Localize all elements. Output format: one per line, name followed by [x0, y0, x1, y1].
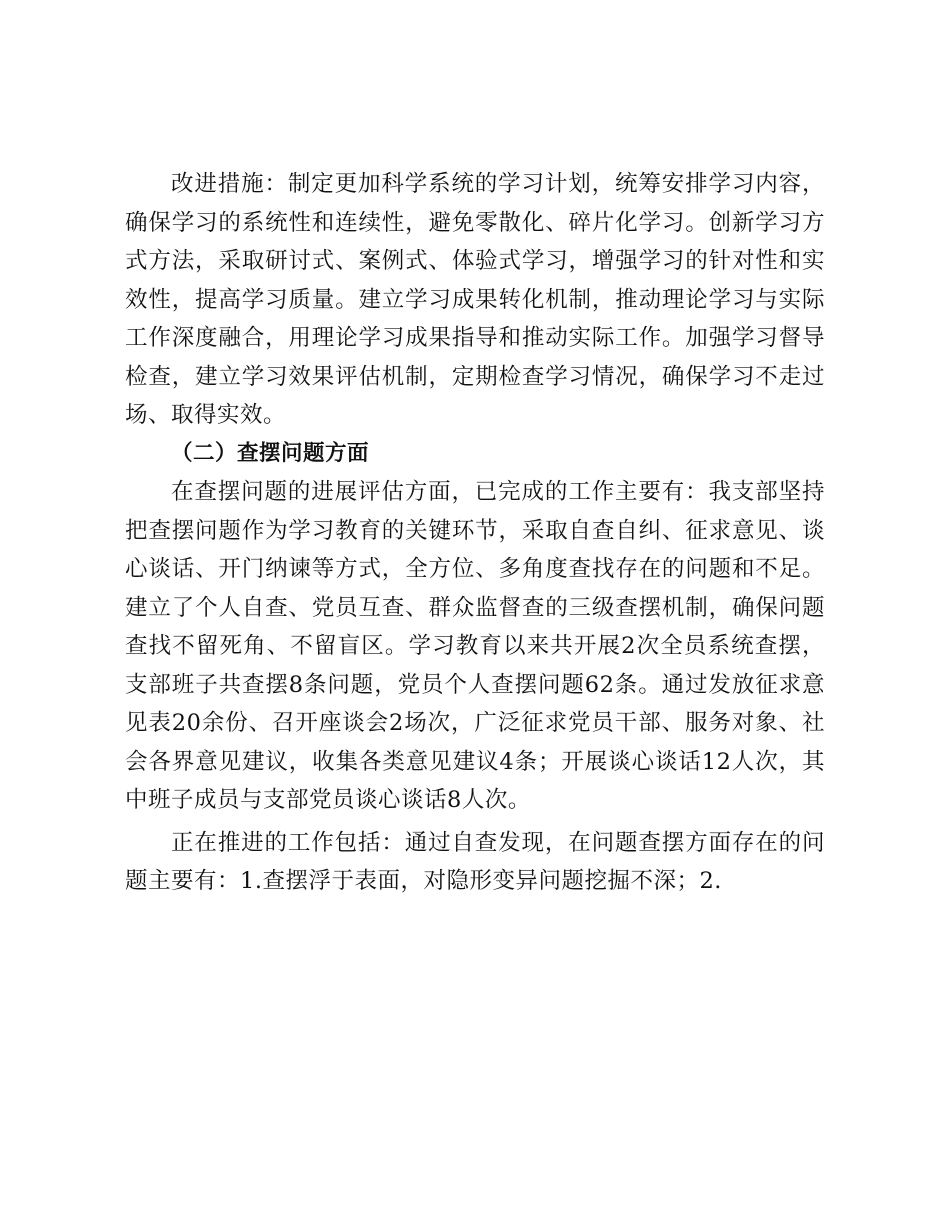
- paragraph-ongoing-work: 正在推进的工作包括：通过自查发现，在问题查摆方面存在的问题主要有：1.查摆浮于表面，对隐形变异问题挖掘不深；2.: [125, 829, 825, 894]
- paragraph-improvement-measures: 改进措施：制定更加科学系统的学习计划，统筹安排学习内容，确保学习的系统性和连续性，避免零散化、碎片化学习。创新学习方式方法，采取研讨式、案例式、体验式学习，增强学习的针对性和实效性，提高学习质量。建立学习成果转化机制，推动理论学习与实际工作深度融合，用理论学习成果指导和推动实际工作。加强学习督导检查，建立学习效果评估机制，定期检查学习情况，确保学习不走过场、取得实效。: [125, 171, 825, 428]
- section-heading-problem-review: （二）查摆问题方面: [171, 440, 370, 466]
- paragraph-problem-review-progress: 在查摆问题的进展评估方面，已完成的工作主要有：我支部坚持把查摆问题作为学习教育的关键环节，采取自查自纠、征求意见、谈心谈话、开门纳谏等方式，全方位、多角度查找存在的问题和不足。建立了个人自查、党员互查、群众监督查的三级查摆机制，确保问题查找不留死角、不留盲区。学习教育以来共开展2次全员系统查摆，支部班子共查摆8条问题，党员个人查摆问题62条。通过发放征求意见表20余份、召开座谈会2场次，广泛征求党员干部、服务对象、社会各界意见建议，收集各类意见建议4条；开展谈心谈话12人次，其中班子成员与支部党员谈心谈话8人次。: [125, 479, 825, 813]
- document-body: [125, 165, 825, 901]
